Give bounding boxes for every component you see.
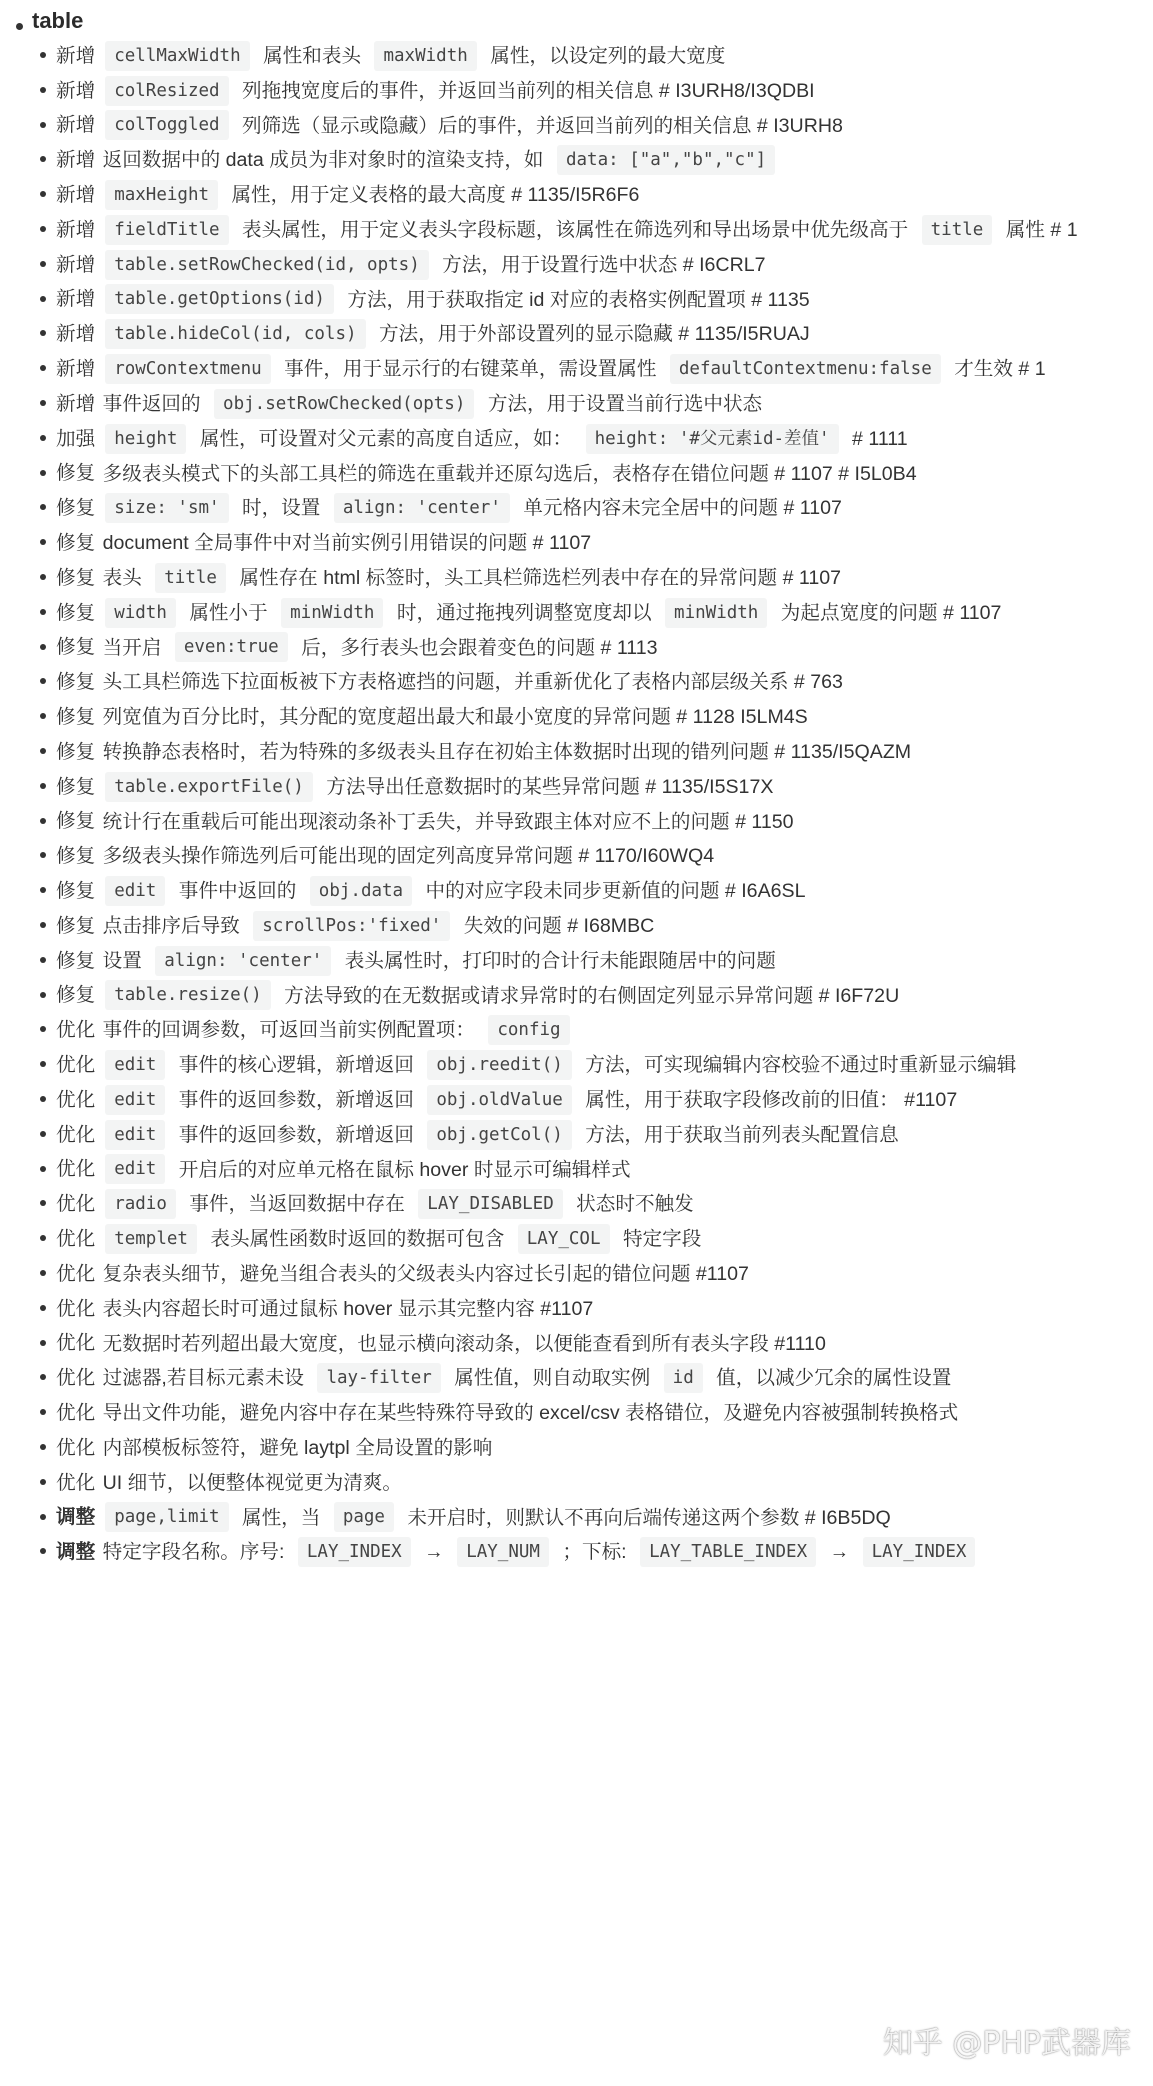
inline-code: edit [105,1120,165,1150]
bullet-dot [40,713,46,719]
list-item-content [56,385,762,422]
bullet-dot [40,156,46,162]
inline-code: data: ["a","b","c"] [557,145,775,175]
inline-code: LAY_COL [518,1224,610,1254]
section-bullet [16,23,23,30]
change-type-label: 修复 [56,462,96,485]
item-text: 时，设置 [236,497,326,520]
list-item-content [56,1046,1016,1083]
inline-code: LAY_NUM [457,1537,549,1567]
inline-code: obj.getCol() [427,1120,571,1150]
item-text: 属性，以设定列的最大宽度 [484,44,726,67]
item-text: 无数据时若列超出最大宽度，也显示横向滚动条，以便能查看到所有表头字段 #1110 [97,1332,826,1355]
bullet-dot [40,1340,46,1346]
change-type-label: 修复 [56,845,96,868]
item-text: 未开启时，则默认不再向后端传递这两个参数 # I6B5DQ [401,1506,891,1529]
change-type-label: 新增 [56,288,96,311]
list-item-content [56,594,1001,631]
item-text: 属性 # 1 [1000,218,1078,241]
item-text: 表头属性函数时返回的数据可包含 [204,1228,510,1251]
item-text: 列筛选（显示或隐藏）后的事件，并返回当前列的相关信息 # I3URH8 [236,114,843,137]
inline-code: LAY_TABLE_INDEX [640,1537,816,1567]
item-text: 事件的返回参数，新增返回 [173,1088,420,1111]
bullet-dot [40,1061,46,1067]
item-text: 表头内容超长时可通过鼠标 hover 显示其完整内容 #1107 [97,1297,594,1320]
item-text: 方法，用于设置当前行选中状态 [482,392,763,415]
inline-code: obj.setRowChecked(opts) [214,389,474,419]
bullet-dot [40,1444,46,1450]
item-text: 值，以减少冗余的属性设置 [710,1367,952,1390]
list-item-content [56,420,908,457]
bullet-dot [40,748,46,754]
bullet-dot [40,887,46,893]
inline-code: LAY_DISABLED [418,1189,562,1219]
list-item-content [56,1394,958,1431]
bullet-dot [40,1131,46,1137]
inline-code: obj.data [310,876,412,906]
item-text: 表头 [97,566,148,589]
list-item-content [56,1533,983,1570]
bullet-dot [40,957,46,963]
bullet-dot [40,818,46,824]
bullet-dot [40,609,46,615]
inline-code: templet [105,1224,197,1254]
watermark: 知乎 @PHP武器库 [882,2026,1131,2061]
item-text: 事件，当返回数据中存在 [183,1193,411,1216]
item-text: 事件返回的 [97,392,207,415]
inline-code: table.hideCol(id, cols) [105,319,365,349]
inline-code: config [488,1015,569,1045]
bullet-dot [40,470,46,476]
list-item-content [56,72,815,109]
item-text: 事件的回调参数，可返回当前实例配置项： [97,1019,481,1042]
bullet-dot [40,400,46,406]
item-text: 属性，当 [236,1506,326,1529]
inline-code: width [105,598,176,628]
inline-code: edit [105,1050,165,1080]
inline-code: rowContextmenu [105,354,271,384]
inline-code: even:true [175,632,288,662]
change-type-label: 修复 [56,566,96,589]
list-item-content [56,907,654,944]
list-item-content [56,942,776,979]
list-item-content [56,455,917,492]
list-item-content [56,1220,701,1257]
inline-code: minWidth [665,598,767,628]
bullet-dot [40,922,46,928]
item-text: 属性，用于定义表格的最大高度 # 1135/I5R6F6 [226,184,640,207]
item-text: 多级表头操作筛选列后可能出现的固定列高度异常问题 # 1170/I60WQ4 [97,845,715,868]
change-type-label: 新增 [56,323,96,346]
item-text: 单元格内容未完全居中的问题 # 1107 [517,497,842,520]
item-text: 为起点宽度的问题 # 1107 [775,601,1002,624]
bullet-dot [40,122,46,128]
change-type-label: 修复 [56,601,96,624]
inline-code: obj.reedit() [427,1050,571,1080]
bullet-dot [40,296,46,302]
change-type-label: 优化 [56,1019,96,1042]
list-item-content [56,524,591,561]
inline-code: id [664,1363,703,1393]
change-type-label: 新增 [56,218,96,241]
change-type-label: 新增 [56,149,96,172]
list-item-content [56,1290,593,1327]
item-text: 才生效 # 1 [948,358,1046,381]
list-item-content [56,733,911,770]
change-type-label: 加强 [56,427,96,450]
item-text: 导出文件功能，避免内容中存在某些特殊符导致的 excel/csv 表格错位，及避免内容被强制转换格式 [97,1402,959,1425]
change-type-label: 优化 [56,1158,96,1181]
bullet-dot [40,1548,46,1554]
change-type-label: 新增 [56,253,96,276]
list-item-content [56,489,842,526]
item-text: 特定字段 [617,1228,702,1251]
inline-code: edit [105,876,165,906]
item-text: 方法导出任意数据时的某些异常问题 # 1135/I5S17X [320,775,774,798]
bullet-dot [40,191,46,197]
item-text: 事件，用于显示行的右键菜单，需设置属性 [278,358,662,381]
bullet-dot [40,992,46,998]
list-item-content [56,1359,951,1396]
item-text: 表头属性时，打印时的合计行未能跟随居中的问题 [339,949,776,972]
change-type-label: 优化 [56,1088,96,1111]
bullet-dot [40,1409,46,1415]
list-item-content [56,872,806,909]
change-type-label: 新增 [56,358,96,381]
item-text: 状态时不触发 [570,1193,694,1216]
inline-code: edit [105,1085,165,1115]
change-type-label: 优化 [56,1436,96,1459]
item-text: ；下标: [556,1541,633,1564]
item-text: 方法，用于获取当前列表头配置信息 [579,1123,899,1146]
item-text: 转换静态表格时，若为特殊的多级表头且存在初始主体数据时出现的错列问题 # 1135/I5QAZM [97,740,912,763]
inline-code: defaultContextmenu:false [670,354,941,384]
change-type-label: 修复 [56,984,96,1007]
bullet-dot [40,539,46,545]
inline-code: maxHeight [105,180,218,210]
change-type-label: 修复 [56,636,96,659]
inline-code: edit [105,1154,165,1184]
item-text: 属性小于 [183,601,274,624]
change-type-label: 优化 [56,1123,96,1146]
change-type-label: 优化 [56,1332,96,1355]
inline-code: cellMaxWidth [105,41,249,71]
item-text: 方法，用于外部设置列的显示隐藏 # 1135/I5RUAJ [373,323,810,346]
item-text: → [824,1541,855,1564]
list-item-content [56,1464,402,1501]
bullet-dot [40,1374,46,1380]
item-text: 事件中返回的 [173,880,302,903]
list-item-content [56,350,1046,387]
list-item-content [56,1325,826,1362]
inline-code: LAY_INDEX [863,1537,976,1567]
item-text: UI 细节，以便整体视觉更为清爽。 [97,1471,402,1494]
item-text: 头工具栏筛选下拉面板被下方表格遮挡的问题，并重新优化了表格内部层级关系 # 763 [97,671,843,694]
change-type-label: 优化 [56,1471,96,1494]
list-item-content [56,246,766,283]
item-text: 表头属性，用于定义表头字段标题，该属性在筛选列和导出场景中优先级高于 [236,218,914,241]
change-type-label: 优化 [56,1402,96,1425]
item-text: 列拖拽宽度后的事件，并返回当前列的相关信息 # I3URH8/I3QDBI [236,79,815,102]
bullet-dot [40,1235,46,1241]
inline-code: page,limit [105,1502,228,1532]
item-text: 失效的问题 # I68MBC [458,914,655,937]
list-item-content [56,977,899,1014]
change-type-label: 优化 [56,1367,96,1390]
bullet-dot [40,1096,46,1102]
change-type-label: 优化 [56,1228,96,1251]
list-item-content [56,315,810,352]
change-type-label: 优化 [56,1193,96,1216]
list-item-content [56,559,841,596]
bullet-dot [40,87,46,93]
item-text: → [418,1541,450,1564]
item-text: 统计行在重载后可能出现滚动条补丁丢失，并导致跟主体对应不上的问题 # 1150 [97,810,794,833]
bullet-dot [40,330,46,336]
inline-code: table.resize() [105,980,271,1010]
item-text: 属性存在 html 标签时，头工具栏筛选栏列表中存在的异常问题 # 1107 [233,566,842,589]
list-item-content [56,1499,891,1536]
bullet-dot [40,644,46,650]
item-text: 属性，可设置对父元素的高度自适应，如： [194,427,578,450]
item-text: 事件的返回参数，新增返回 [173,1123,420,1146]
bullet-dot [40,1166,46,1172]
item-text: 内部模板标签符，避免 laytpl 全局设置的影响 [97,1436,493,1459]
change-type-label: 优化 [56,1054,96,1077]
change-type-label: 修复 [56,497,96,520]
inline-code: align: 'center' [334,493,510,523]
bullet-dot [40,852,46,858]
change-type-label: 调整 [56,1541,96,1564]
list-item-content [56,107,843,144]
inline-code: table.getOptions(id) [105,284,334,314]
inline-code: height: '#父元素id-差值' [586,424,839,454]
change-type-label: 优化 [56,1262,96,1285]
bullet-dot [40,226,46,232]
inline-code: size: 'sm' [105,493,228,523]
inline-code: title [922,215,993,245]
bullet-dot [40,435,46,441]
inline-code: page [334,1502,394,1532]
inline-code: minWidth [281,598,383,628]
item-text: 设置 [97,949,148,972]
list-item-content [56,803,794,840]
inline-code: lay-filter [317,1363,440,1393]
bullet-dot [40,1479,46,1485]
bullet-dot [40,365,46,371]
change-type-label: 修复 [56,949,96,972]
list-item-content [56,837,714,874]
item-text: 特定字段名称。序号: [97,1541,290,1564]
bullet-dot [40,1514,46,1520]
bullet-dot [40,1270,46,1276]
inline-code: colResized [105,76,228,106]
change-type-label: 修复 [56,671,96,694]
item-text: 方法，可实现编辑内容校验不通过时重新显示编辑 [579,1054,1017,1077]
item-text: 方法，用于获取指定 id 对应的表格实例配置项 # 1135 [341,288,810,311]
bullet-dot [40,1026,46,1032]
item-text: 时，通过拖拽列调整宽度却以 [391,601,658,624]
item-text: 点击排序后导致 [97,914,246,937]
item-text: 复杂表头细节，避免当组合表头的父级表头内容过长引起的错位问题 #1107 [97,1262,749,1285]
inline-code: table.setRowChecked(id, opts) [105,250,429,280]
bullet-dot [40,1305,46,1311]
item-text: 多级表头模式下的头部工具栏的筛选在重载并还原勾选后，表格存在错位问题 # 1107 # I5L0B4 [97,462,917,485]
change-type-label: 修复 [56,532,96,555]
item-text: document 全局事件中对当前实例引用错误的问题 # 1107 [97,532,592,555]
change-type-label: 新增 [56,79,96,102]
item-text: 方法导致的在无数据或请求异常时的右侧固定列显示异常问题 # I6F72U [278,984,900,1007]
inline-code: table.exportFile() [105,772,313,802]
change-type-label: 新增 [56,184,96,207]
list-item-content [56,141,783,178]
inline-code: title [155,563,226,593]
list-item-content [56,698,808,735]
item-text: 列宽值为百分比时，其分配的宽度超出最大和最小宽度的异常问题 # 1128 I5LM4S [97,706,808,729]
inline-code: obj.oldValue [427,1085,571,1115]
bullet-dot [40,678,46,684]
item-text: # 1111 [846,427,908,450]
list-item-content [56,281,810,318]
list-item-content [56,1011,578,1048]
list-item-content [56,629,658,666]
bullet-dot [40,504,46,510]
list-item-content [56,1081,957,1118]
item-text: 属性和表头 [257,44,367,67]
inline-code: fieldTitle [105,215,228,245]
change-type-label: 修复 [56,880,96,903]
inline-code: align: 'center' [155,946,331,976]
item-text: 事件的核心逻辑，新增返回 [173,1054,420,1077]
change-type-label: 修复 [56,706,96,729]
inline-code: scrollPos:'fixed' [253,911,450,941]
change-type-label: 调整 [56,1506,96,1529]
item-text: 当开启 [97,636,167,659]
list-item-content [56,1429,492,1466]
item-text: 中的对应字段未同步更新值的问题 # I6A6SL [420,880,806,903]
item-text: 属性值，则自动取实例 [448,1367,656,1390]
item-text: 方法，用于设置行选中状态 # I6CRL7 [436,253,766,276]
bullet-dot [40,261,46,267]
inline-code: height [105,424,186,454]
item-text: 开启后的对应单元格在鼠标 hover 时显示可编辑样式 [173,1158,631,1181]
change-type-label: 新增 [56,114,96,137]
list-item-content [56,37,725,74]
change-type-label: 修复 [56,810,96,833]
change-type-label: 优化 [56,1297,96,1320]
list-item-content [56,1255,749,1292]
bullet-dot [40,574,46,580]
item-text: 返回数据中的 data 成员为非对象时的渲染支持，如 [97,149,549,172]
inline-code: LAY_INDEX [298,1537,411,1567]
inline-code: colToggled [105,110,228,140]
change-type-label: 新增 [56,44,96,67]
section-title: table [32,8,84,33]
inline-code: maxWidth [374,41,476,71]
item-text: 过滤器,若目标元素未设 [97,1367,310,1390]
list-item-content [56,211,1078,248]
inline-code: radio [105,1189,176,1219]
list-item-content [56,1185,694,1222]
list-item-content [56,1116,899,1153]
list-item-content [56,663,843,700]
bullet-dot [40,783,46,789]
change-type-label: 新增 [56,392,96,415]
change-type-label: 修复 [56,914,96,937]
item-text: 后，多行表头也会跟着变色的问题 # 1113 [295,636,658,659]
list-item-content [56,176,639,213]
list-item-content [56,1151,631,1188]
change-type-label: 修复 [56,775,96,798]
list-item-content [56,768,773,805]
change-type-label: 修复 [56,740,96,763]
bullet-dot [40,52,46,58]
bullet-dot [40,1200,46,1206]
item-text: 属性，用于获取字段修改前的旧值： #1107 [579,1088,958,1111]
